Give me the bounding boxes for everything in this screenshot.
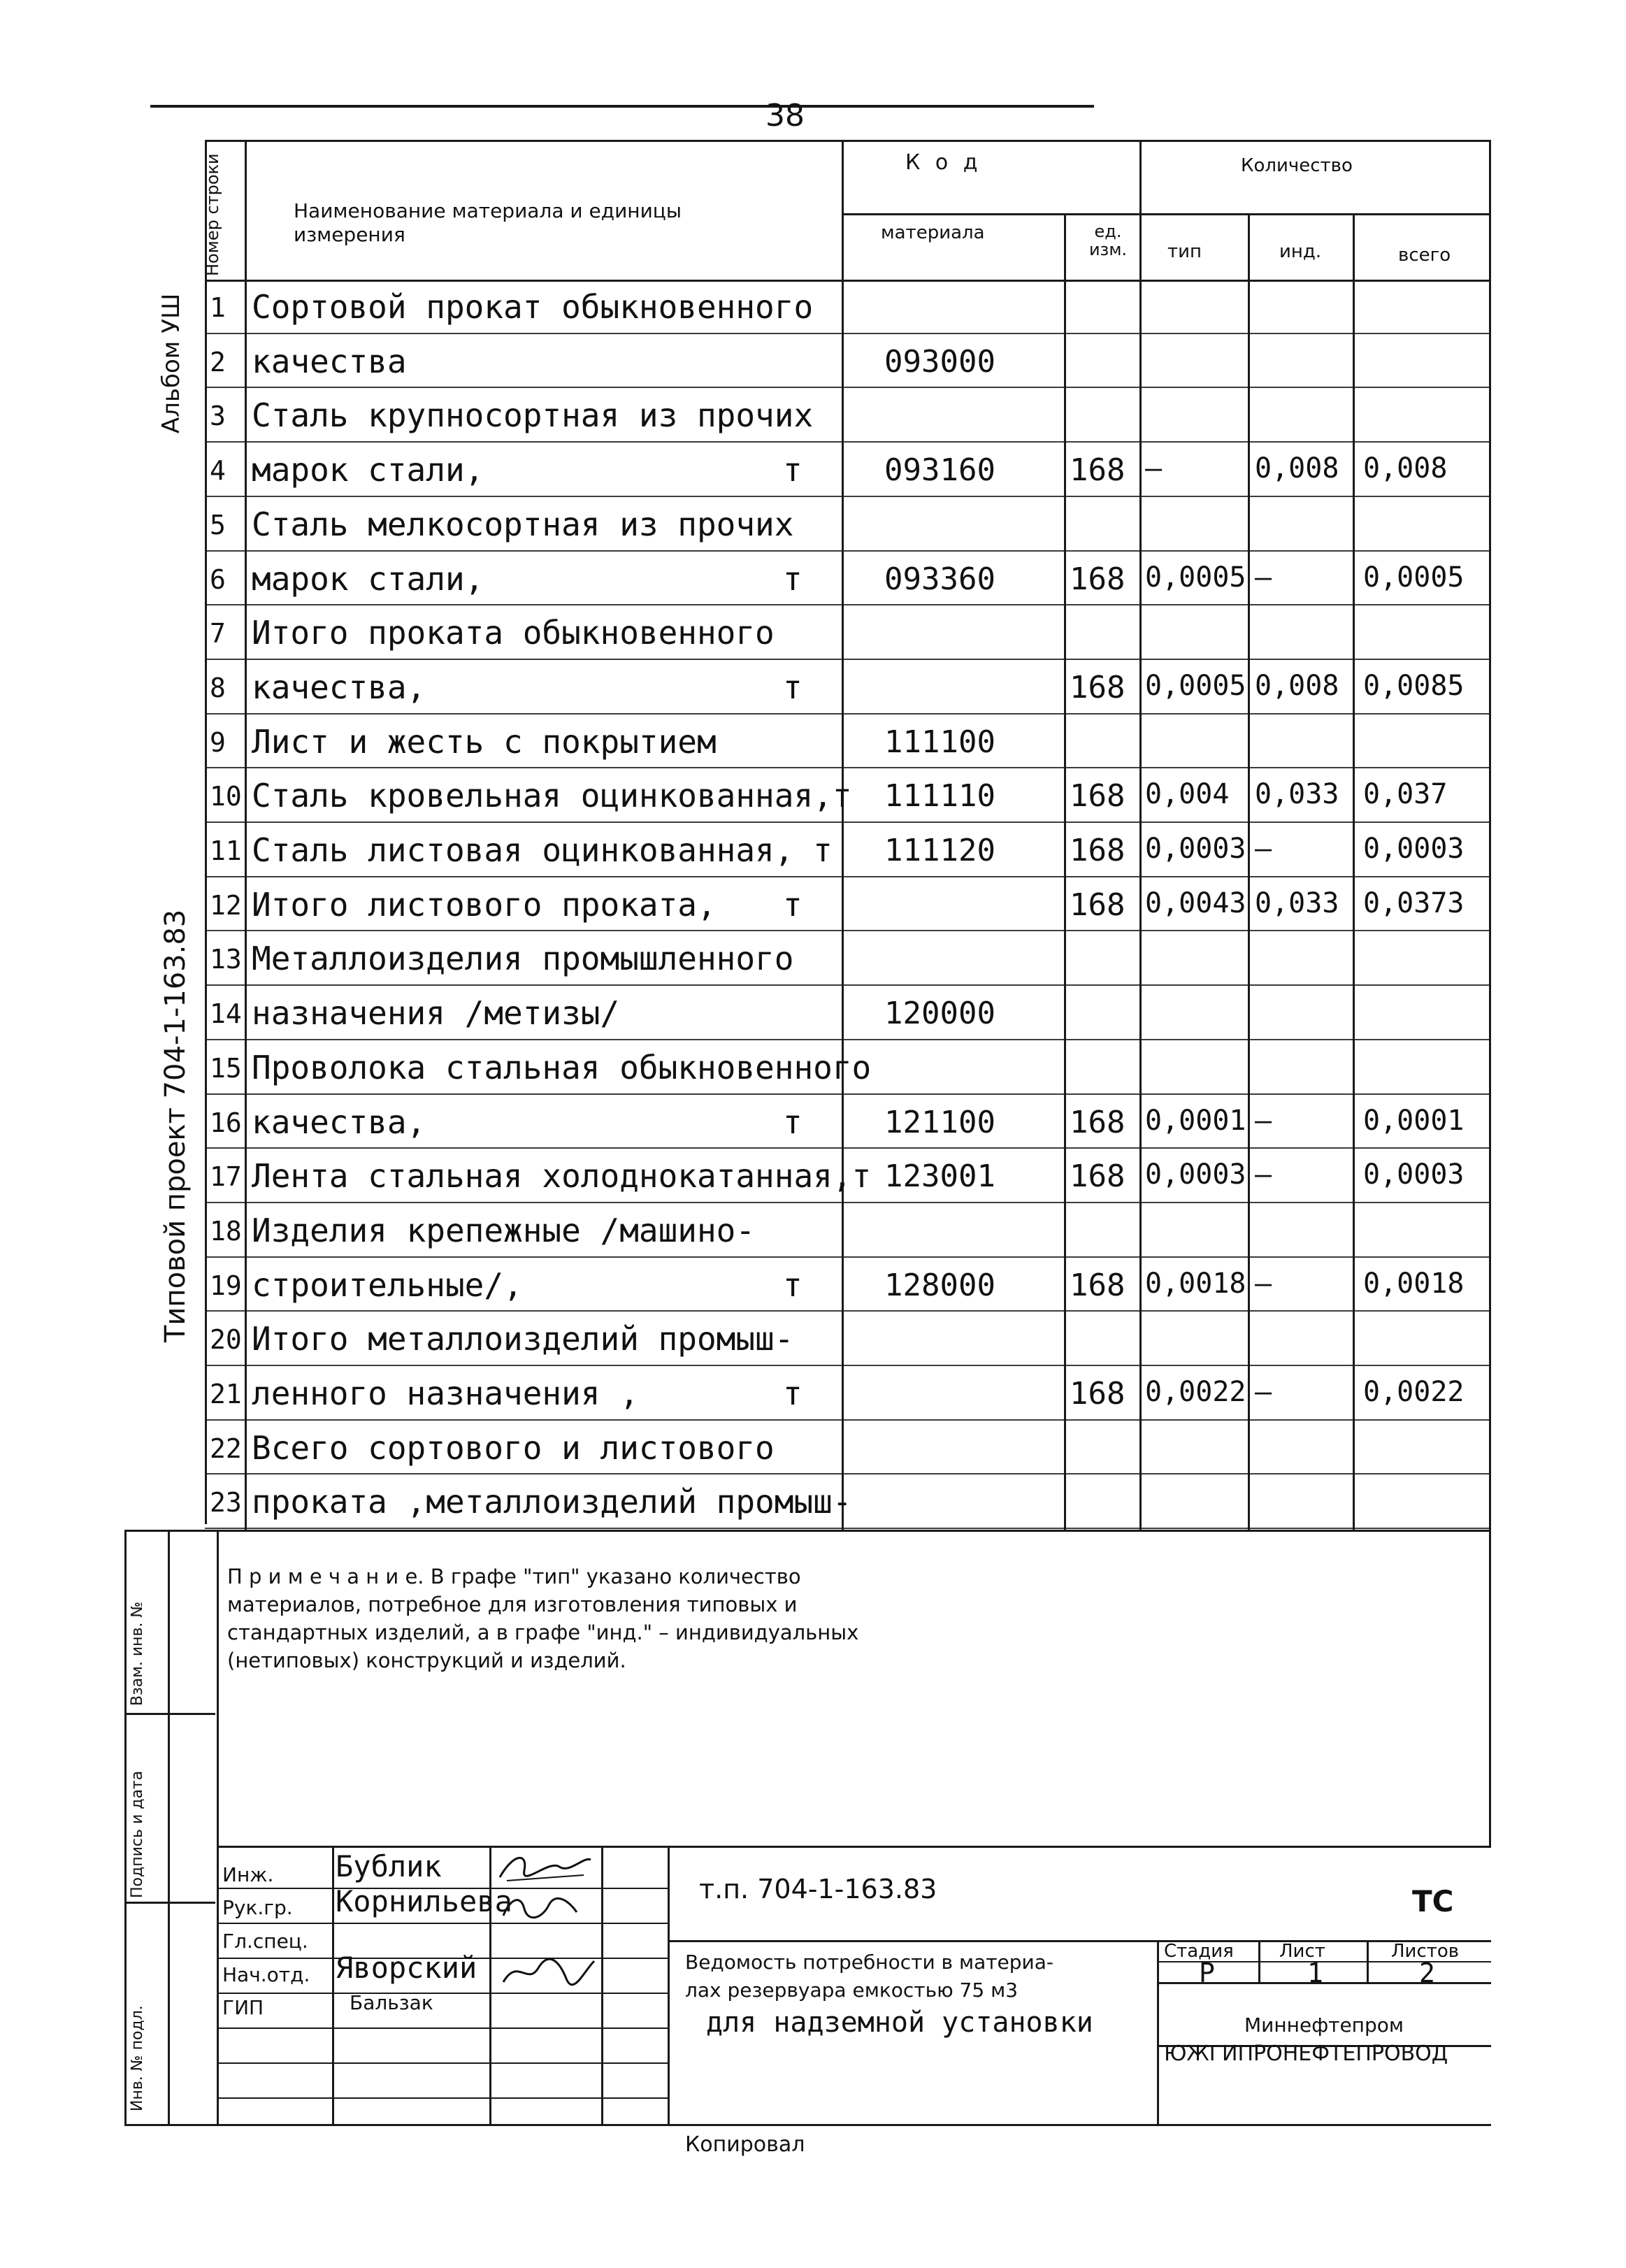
row-number: 21	[210, 1379, 242, 1409]
row-number: 17	[210, 1161, 242, 1193]
row-total: 0,0018	[1363, 1267, 1465, 1300]
row-code: 093000	[884, 343, 995, 380]
name-eng: Бублик	[336, 1849, 442, 1883]
sheets-label: Листов	[1391, 1941, 1460, 1962]
row-code: 093160	[884, 452, 995, 489]
org-institute: ЮЖГИПРОНЕФТЕПРОВОД	[1164, 2041, 1448, 2066]
row-divider	[205, 984, 1491, 986]
row-unit-label: т	[783, 559, 803, 598]
row-ind: 0,008	[1255, 669, 1339, 702]
row-tip: 0,0043	[1145, 887, 1246, 919]
role-gip: ГИП	[222, 1996, 264, 2019]
row-total: 0,037	[1363, 778, 1448, 811]
row-divider	[205, 930, 1491, 931]
role-eng: Инж.	[222, 1863, 274, 1886]
row-divider	[205, 496, 1491, 497]
row-unit-label: т	[783, 1265, 803, 1304]
row-unit: 168	[1070, 887, 1125, 923]
row-unit: 168	[1070, 778, 1125, 814]
row-name: Итого металлоизделий промыш-	[252, 1320, 794, 1358]
row-ind: –	[1255, 1376, 1272, 1408]
row-name: Проволока стальная обыкновенного	[252, 1048, 872, 1086]
row-name: Итого листового проката,	[252, 885, 717, 924]
header-q-ind: инд.	[1279, 241, 1322, 262]
row-tip: 0,0005	[1145, 561, 1246, 594]
row-number: 20	[210, 1324, 242, 1356]
row-divider	[205, 604, 1491, 605]
row-name: Лист и жесть с покрытием	[252, 722, 717, 761]
row-code: 093360	[884, 561, 995, 597]
header-name: Наименование материала и единицы измерения	[294, 199, 682, 246]
row-divider	[205, 876, 1491, 877]
row-code: 128000	[884, 1267, 995, 1303]
row-total: 0,0022	[1363, 1376, 1465, 1408]
row-name: Итого проката обыкновенного	[252, 614, 775, 652]
row-divider	[205, 387, 1491, 388]
row-code: 111120	[884, 833, 995, 868]
row-unit: 168	[1070, 1376, 1125, 1412]
row-unit-label: т	[783, 885, 803, 924]
row-unit: 168	[1070, 452, 1125, 489]
row-name: Сталь кровельная оцинкованная,т	[252, 777, 852, 815]
row-divider	[205, 821, 1491, 823]
stage-label: Стадия	[1164, 1941, 1234, 1962]
row-tip: 0,0022	[1145, 1376, 1246, 1408]
row-name: качества,	[252, 668, 426, 706]
row-ind: 0,033	[1255, 778, 1339, 811]
row-divider	[205, 1365, 1491, 1366]
row-ind: –	[1255, 1267, 1272, 1300]
footer-copied: Копировал	[685, 2132, 805, 2157]
stamp-col-inv: Взам. инв. №	[129, 1601, 146, 1706]
row-name: ленного назначения ,	[252, 1375, 639, 1412]
row-unit: 168	[1070, 669, 1125, 705]
row-number: 2	[210, 346, 226, 378]
row-ind: 0,033	[1255, 887, 1339, 919]
doc-title-1: Ведомость потребности в материа-	[685, 1951, 1053, 1974]
name-lead: Корнильева	[336, 1884, 512, 1918]
row-tip: –	[1145, 452, 1163, 485]
doc-code: т.п. 704-1-163.83	[699, 1874, 937, 1904]
row-name: назначения /метизы/	[252, 994, 620, 1033]
row-total: 0,0001	[1363, 1104, 1465, 1137]
org-ministry: Миннефтепром	[1244, 2014, 1404, 2037]
signature-1	[493, 1846, 598, 1888]
row-divider	[205, 1310, 1491, 1312]
row-number: 8	[210, 672, 226, 703]
row-number: 5	[210, 509, 226, 540]
row-number: 3	[210, 401, 226, 432]
row-divider	[205, 1256, 1491, 1258]
row-number: 16	[210, 1107, 242, 1138]
row-divider	[205, 333, 1491, 334]
row-number: 4	[210, 455, 226, 487]
row-divider	[205, 1039, 1491, 1040]
row-unit: 168	[1070, 561, 1125, 597]
row-unit-label: т	[783, 1103, 803, 1141]
signature-2	[493, 1888, 598, 1926]
row-divider	[205, 1202, 1491, 1203]
sheets-value: 2	[1419, 1958, 1435, 1988]
row-number: 1	[210, 292, 226, 323]
top-rule	[150, 105, 1094, 108]
row-divider	[205, 1093, 1491, 1095]
row-number: 18	[210, 1215, 242, 1247]
row-code: 111110	[884, 778, 995, 814]
row-number: 19	[210, 1270, 242, 1301]
row-name: марок стали,	[252, 559, 484, 598]
row-divider	[205, 1528, 1491, 1529]
header-quantity: Количество	[1241, 155, 1353, 176]
stamp-col-sign: Подпись и дата	[129, 1770, 146, 1898]
row-ind: –	[1255, 561, 1272, 594]
row-number: 11	[210, 835, 242, 866]
row-name: Сталь листовая оцинкованная, т	[252, 831, 833, 869]
row-total: 0,0005	[1363, 561, 1465, 594]
row-code: 111100	[884, 724, 995, 760]
row-tip: 0,0018	[1145, 1267, 1246, 1300]
row-name: качества	[252, 342, 407, 380]
row-ind: 0,008	[1255, 452, 1339, 485]
row-unit-label: т	[783, 1375, 803, 1412]
doc-mark: ТС	[1412, 1884, 1454, 1918]
row-name: Изделия крепежные /машино-	[252, 1211, 756, 1249]
row-divider	[205, 1419, 1491, 1421]
row-unit: 168	[1070, 1158, 1125, 1195]
row-unit: 168	[1070, 1267, 1125, 1303]
row-name: проката ,металлоизделий промыш-	[252, 1483, 852, 1521]
header-q-type: тип	[1167, 241, 1202, 262]
row-divider	[205, 441, 1491, 443]
header-row-no: Номер строки	[203, 153, 222, 276]
row-divider	[205, 550, 1491, 552]
row-number: 23	[210, 1487, 242, 1519]
row-number: 14	[210, 998, 242, 1030]
row-ind: –	[1255, 1158, 1272, 1191]
row-code: 121100	[884, 1104, 995, 1140]
row-ind: –	[1255, 833, 1272, 865]
header-code-unit: ед. изм.	[1088, 222, 1128, 259]
row-total: 0,0373	[1363, 887, 1465, 919]
album-label: Альбом УШ	[157, 293, 185, 433]
row-tip: 0,0001	[1145, 1104, 1246, 1137]
row-divider	[205, 1473, 1491, 1474]
row-tip: 0,0003	[1145, 833, 1246, 865]
row-unit-label: т	[783, 451, 803, 489]
row-divider	[205, 767, 1491, 768]
header-code: К о д	[905, 150, 982, 175]
header-code-material: материала	[881, 222, 985, 243]
note-text: П р и м е ч а н и е. В графе "тип" указано количество материалов, потребное для изготовления типовых и стандартных изделий, а в графе "инд." – индивидуальных (нетиповых) конструкций и изделий.	[227, 1565, 859, 1672]
row-total: 0,0003	[1363, 1158, 1465, 1191]
row-number: 6	[210, 564, 226, 595]
row-unit: 168	[1070, 833, 1125, 868]
row-number: 12	[210, 889, 242, 921]
role-dept-head: Нач.отд.	[222, 1963, 310, 1986]
row-tip: 0,0005	[1145, 669, 1246, 702]
row-total: 0,0085	[1363, 669, 1465, 702]
row-ind: –	[1255, 1104, 1272, 1137]
row-unit: 168	[1070, 1104, 1125, 1140]
row-name: строительные/,	[252, 1265, 523, 1304]
row-name: Металлоизделия промышленного	[252, 940, 794, 978]
project-label: Типовой проект 704-1-163.83	[159, 909, 192, 1342]
row-number: 7	[210, 618, 226, 649]
role-chief-spec: Гл.спец.	[222, 1930, 308, 1953]
stamp-col-podl: Инв. № подл.	[129, 2005, 146, 2111]
row-code: 123001	[884, 1158, 995, 1195]
name-gip: Бальзак	[350, 1991, 433, 2014]
sheet-value: 1	[1307, 1958, 1323, 1988]
sheet-label: Лист	[1279, 1941, 1325, 1962]
row-name: Сталь крупносортная из прочих	[252, 396, 814, 435]
role-lead: Рук.гр.	[222, 1896, 293, 1919]
name-dept-head: Яворский	[336, 1951, 477, 1985]
page-number: 38	[765, 98, 805, 134]
row-tip: 0,0003	[1145, 1158, 1246, 1191]
row-divider	[205, 659, 1491, 660]
row-number: 10	[210, 781, 242, 812]
row-total: 0,008	[1363, 452, 1448, 485]
row-divider	[205, 1147, 1491, 1149]
row-divider	[205, 713, 1491, 715]
row-name: Лента стальная холоднокатанная,т	[252, 1157, 872, 1196]
row-unit-label: т	[783, 668, 803, 706]
signature-3	[496, 1954, 601, 1993]
doc-title-2: лах резервуара емкостью 75 м3	[685, 1979, 1019, 2002]
row-code: 120000	[884, 996, 995, 1032]
row-total: 0,0003	[1363, 833, 1465, 865]
row-name: Всего сортового и листового	[252, 1428, 775, 1467]
row-name: Сортовой прокат обыкновенного	[252, 288, 814, 326]
row-tip: 0,004	[1145, 778, 1230, 811]
row-name: марок стали,	[252, 451, 484, 489]
doc-title-3: для надземной установки	[706, 2007, 1093, 2039]
stage-value: Р	[1199, 1958, 1215, 1988]
row-number: 9	[210, 726, 226, 758]
row-name: Сталь мелкосортная из прочих	[252, 505, 794, 543]
row-number: 22	[210, 1433, 242, 1464]
row-name: качества,	[252, 1103, 426, 1141]
header-q-total: всего	[1398, 245, 1451, 266]
row-number: 13	[210, 944, 242, 975]
row-number: 15	[210, 1052, 242, 1084]
